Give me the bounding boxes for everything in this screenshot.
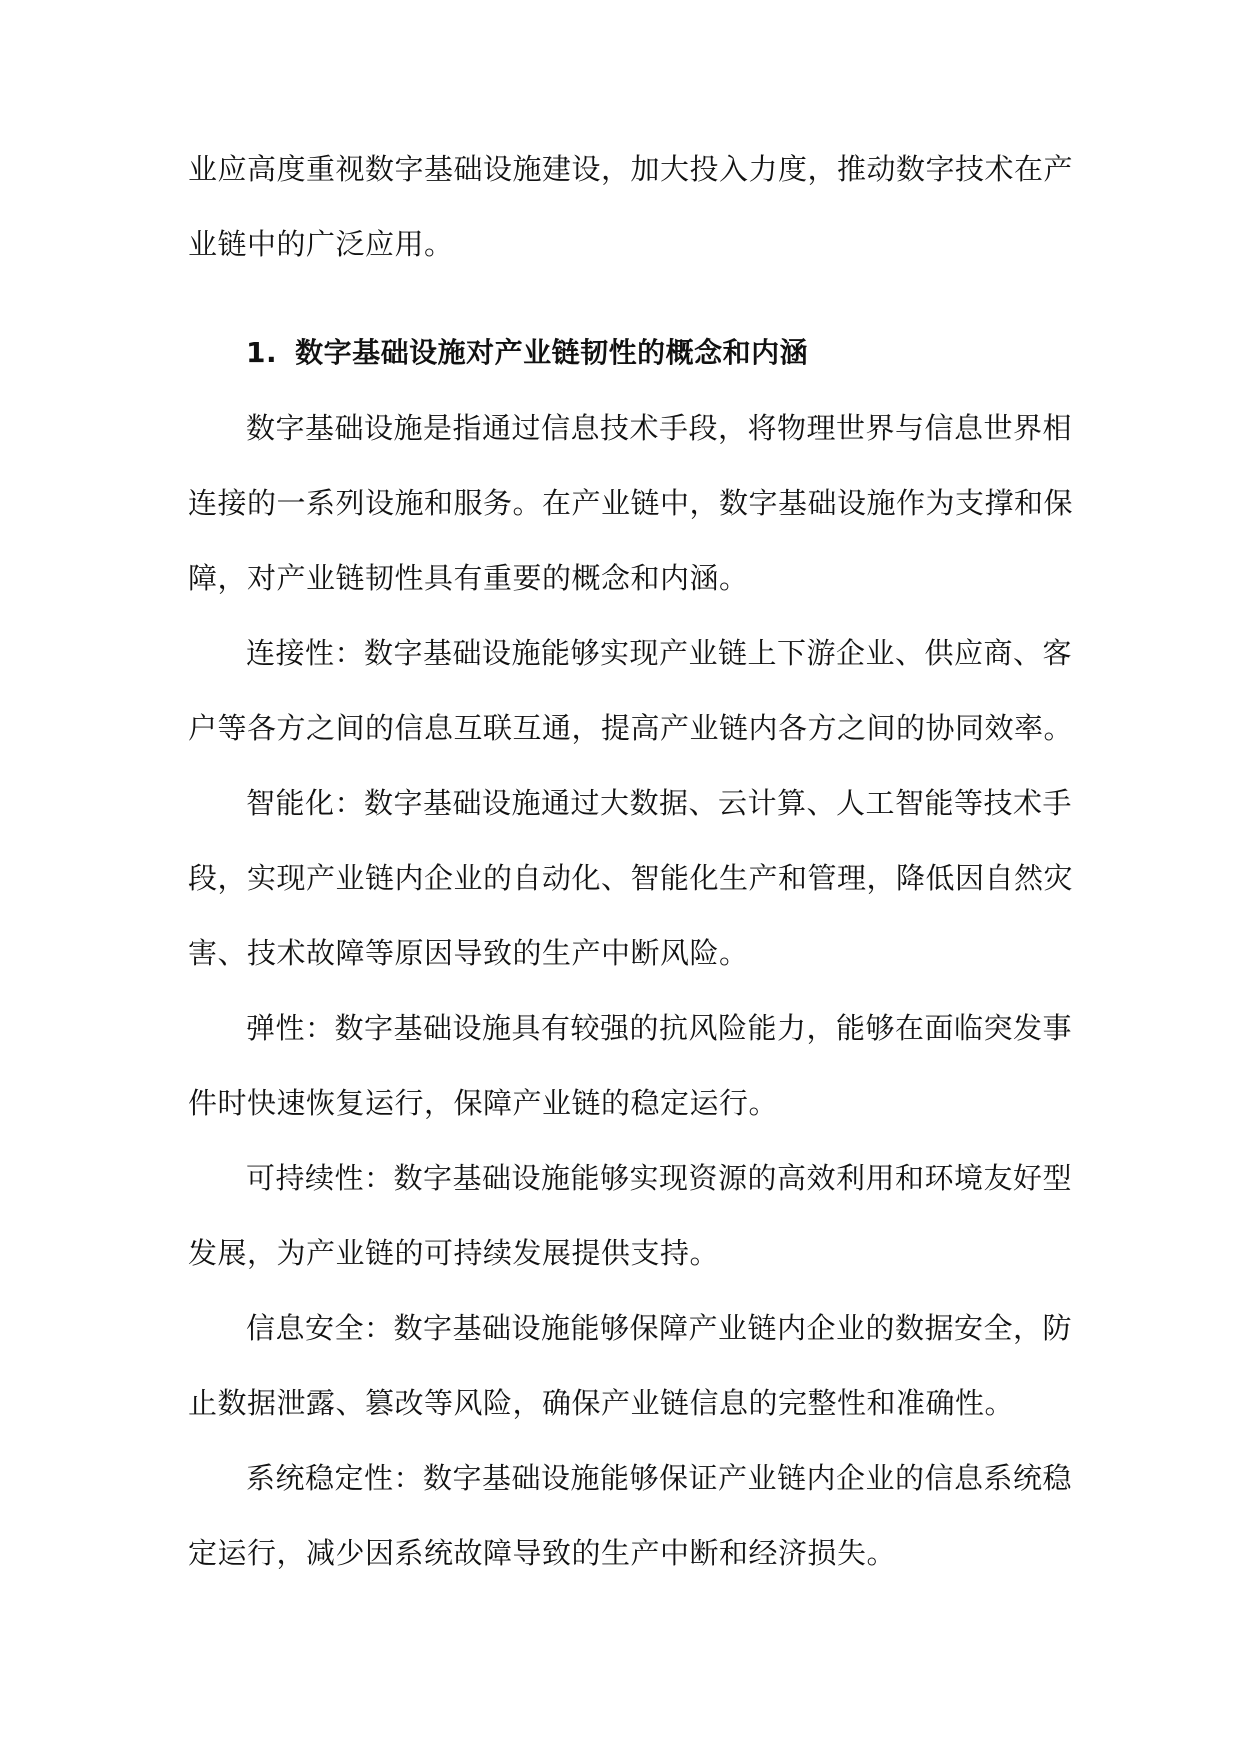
text-line: 业链中的广泛应用。	[188, 227, 454, 261]
text-line: 系统稳定性：数字基础设施能够保证产业链内企业的信息系统稳	[246, 1461, 1073, 1495]
text-line: 信息安全：数字基础设施能够保障产业链内企业的数据安全，防	[246, 1311, 1073, 1345]
text-line: 数字基础设施是指通过信息技术手段，将物理世界与信息世界相	[246, 411, 1073, 445]
text-line: 段，实现产业链内企业的自动化、智能化生产和管理，降低因自然灾	[188, 861, 1074, 895]
section-title: 数字基础设施对产业链韧性的概念和内涵	[295, 336, 809, 369]
text-line: 可持续性：数字基础设施能够实现资源的高效利用和环境友好型	[246, 1161, 1073, 1195]
document-page	[188, 0, 1074, 1754]
text-line: 弹性：数字基础设施具有较强的抗风险能力，能够在面临突发事	[246, 1011, 1073, 1045]
text-line: 发展，为产业链的可持续发展提供支持。	[188, 1236, 720, 1270]
text-line: 户等各方之间的信息互联互通，提高产业链内各方之间的协同效率。	[188, 711, 1074, 745]
text-line: 障，对产业链韧性具有重要的概念和内涵。	[188, 561, 749, 595]
text-line: 业应高度重视数字基础设施建设，加大投入力度，推动数字技术在产	[188, 152, 1074, 186]
text-line: 连接的一系列设施和服务。在产业链中，数字基础设施作为支撑和保	[188, 486, 1074, 520]
text-line: 害、技术故障等原因导致的生产中断风险。	[188, 936, 749, 970]
text-line: 定运行，减少因系统故障导致的生产中断和经济损失。	[188, 1536, 897, 1570]
text-line: 止数据泄露、篡改等风险，确保产业链信息的完整性和准确性。	[188, 1386, 1015, 1420]
section-heading	[246, 333, 808, 373]
text-line: 连接性：数字基础设施能够实现产业链上下游企业、供应商、客	[246, 636, 1073, 670]
text-line: 件时快速恢复运行，保障产业链的稳定运行。	[188, 1086, 779, 1120]
text-line: 智能化：数字基础设施通过大数据、云计算、人工智能等技术手	[246, 786, 1073, 820]
section-number: 1.	[246, 336, 278, 369]
